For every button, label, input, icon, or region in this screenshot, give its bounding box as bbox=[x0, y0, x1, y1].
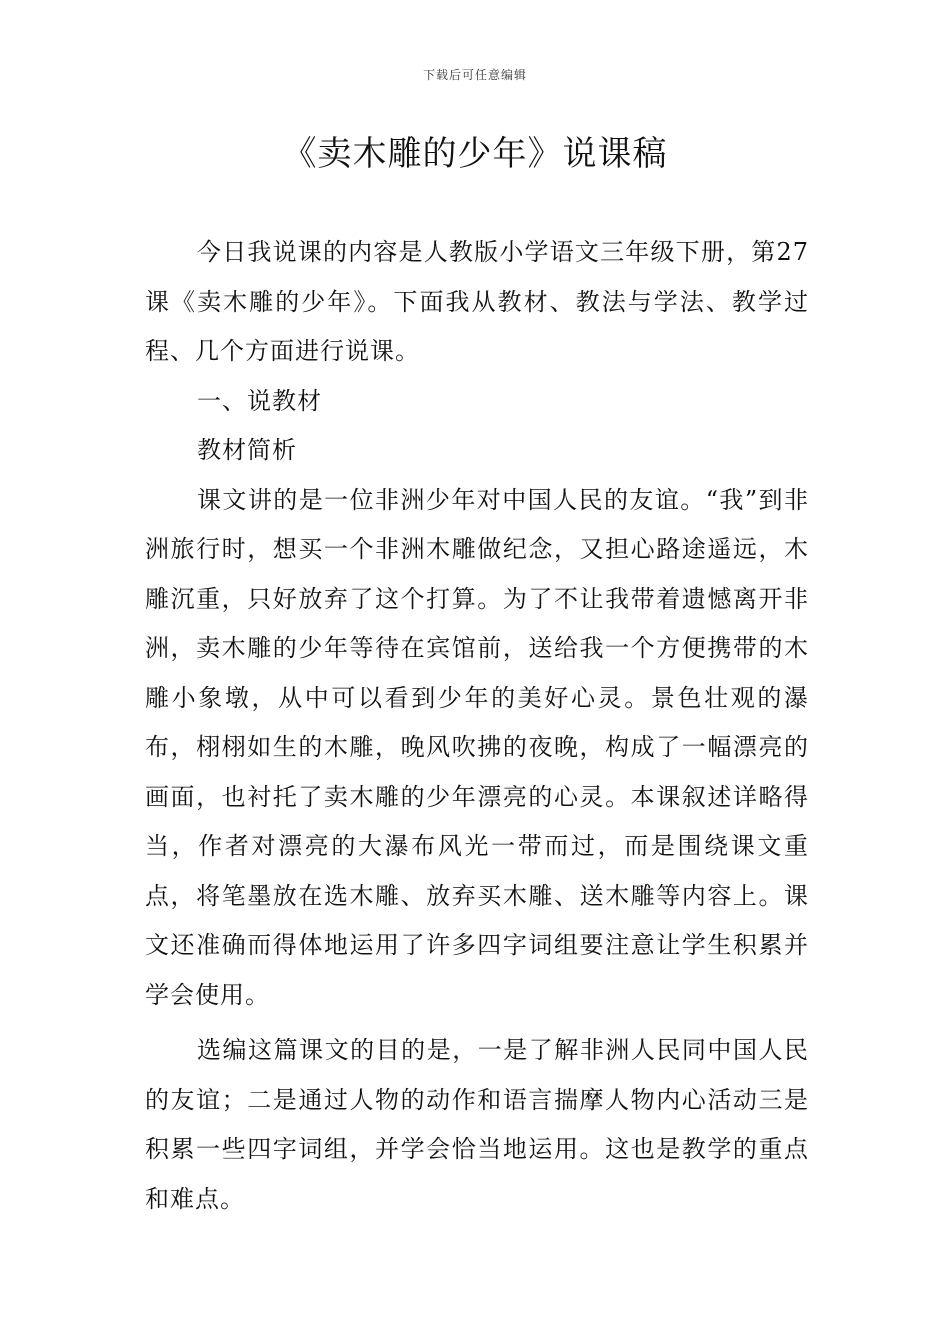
subsection-heading: 教材简析 bbox=[197, 436, 297, 464]
page-title: 《卖木雕的少年》说课稿 bbox=[282, 134, 668, 174]
analysis-paragraph: 课文讲的是一位非洲少年对中国人民的友谊。“我”到非洲旅行时，想买一个非洲木雕做纪念，又担心路途遥远，木雕沉重，只好放弃了这个打算。为了不让我带着遗憾离开非洲，卖木雕的少年等待在宾馆前，送给我一个方便携带的木雕小象墩，从中可以看到少年的美好心灵。景色壮观的瀑布，栩栩如生的木雕，晚风吹拂的夜晚，构成了一幅漂亮的画面，也衬托了卖木雕的少年漂亮的心灵。本课叙述详略得当，作者对漂亮的大瀑布风光一带而过，而是围绕课文重点，将笔墨放在选木雕、放弃买木雕、送木雕等内容上。课文还准确而得体地运用了许多四字词组要注意让学生积累并学会使用。 bbox=[145, 485, 809, 1009]
document-body bbox=[145, 228, 809, 1224]
purpose-paragraph: 选编这篇课文的目的是，一是了解非洲人民同中国人民的友谊；二是通过人物的动作和语言揣摩人物内心活动三是积累一些四字词组，并学会恰当地运用。这也是教学的重点和难点。 bbox=[145, 1036, 809, 1213]
section-heading: 一、说教材 bbox=[197, 386, 322, 415]
intro-paragraph: 今日我说课的内容是人教版小学语文三年级下册，第27课《卖木雕的少年》。下面我从教材、教法与学法、教学过程、几个方面进行说课。 bbox=[145, 238, 809, 365]
header-note: 下载后可任意编辑 bbox=[422, 68, 527, 82]
